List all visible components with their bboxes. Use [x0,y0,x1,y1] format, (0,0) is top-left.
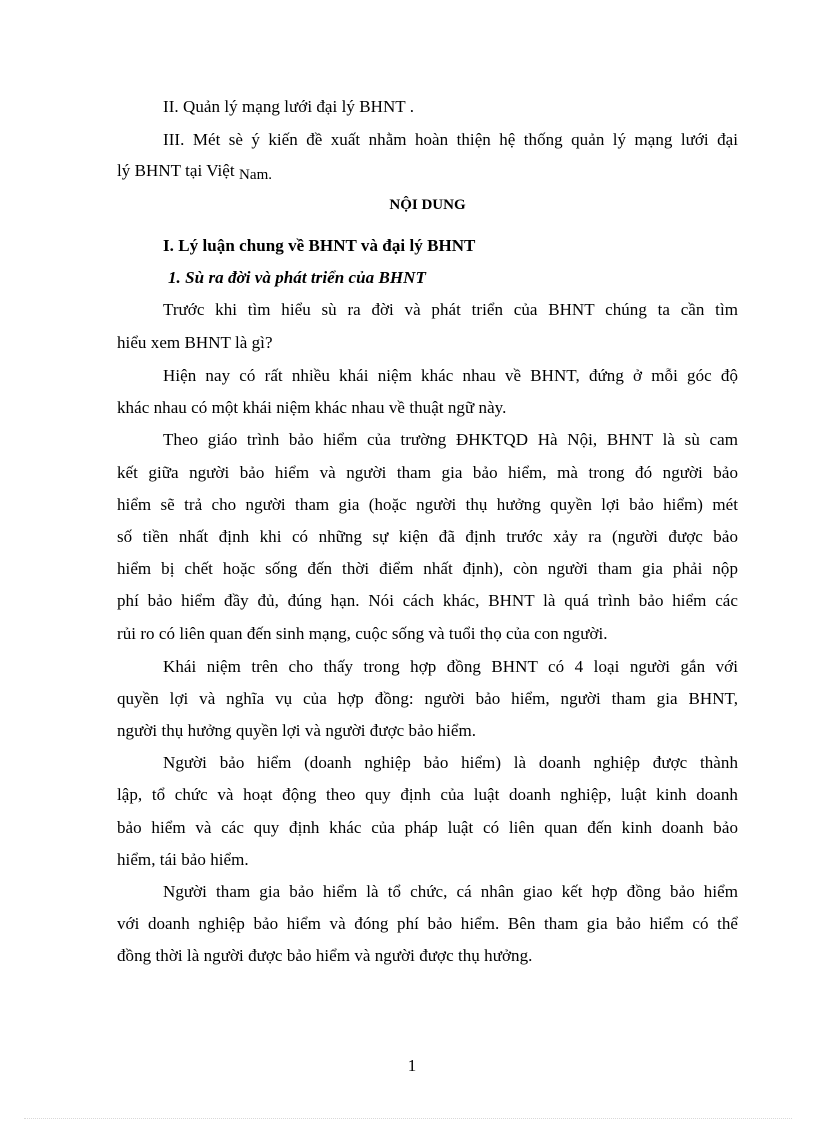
paragraph-5-line-4: hiểm, tái bảo hiểm. [117,850,249,869]
outline-item-iii-line-1: III. Mét sè ý kiến đề xuất nhằm hoàn thiện hệ thống quản lý mạng lưới đại [163,130,738,149]
paragraph-3-line-4: số tiền nhất định khi có những sự kiện đã định trước xảy ra (người được bảo [117,527,738,546]
paragraph-4-line-2: quyền lợi và nghĩa vụ của hợp đồng: người bảo hiểm, người tham gia BHNT, [117,689,738,708]
paragraph-5-line-1: Người bảo hiểm (doanh nghiệp bảo hiểm) là doanh nghiệp được thành [163,753,738,772]
outline-item-iii-tail: Nam. [239,167,273,183]
paragraph-3-line-7: rủi ro có liên quan đến sinh mạng, cuộc sống và tuổi thọ của con người. [117,624,608,643]
paragraph-2-line-2: khác nhau có một khái niệm khác nhau về thuật ngữ này. [117,398,507,417]
paragraph-3-line-3: hiểm sẽ trả cho người tham gia (hoặc người thụ hưởng quyền lợi bảo hiểm) mét [117,495,738,514]
outline-item-iii-text: lý BHNT tại Việt [117,161,235,180]
outline-item-iii-line-2 [117,160,738,183]
paragraph-6-line-1: Người tham gia bảo hiểm là tổ chức, cá nhân giao kết hợp đồng bảo hiểm [163,882,738,901]
subsection-title: 1. Sù ra đời và phát triển của BHNT [168,268,426,287]
paragraph-5-line-3: bảo hiểm và các quy định khác của pháp luật có liên quan đến kinh doanh bảo [117,818,738,837]
paragraph-3-line-6: phí bảo hiểm đầy đủ, đúng hạn. Nói cách khác, BHNT là quá trình bảo hiểm các [117,591,738,610]
paragraph-4-line-1: Khái niệm trên cho thấy trong hợp đồng BHNT có 4 loại người gắn với [163,657,738,676]
paragraph-4-line-3: người thụ hưởng quyền lợi và người được bảo hiểm. [117,721,477,740]
paragraph-6-line-3: đồng thời là người được bảo hiểm và người được thụ hưởng. [117,946,533,965]
paragraph-3-line-5: hiểm bị chết hoặc sống đến thời điểm nhất định), còn người tham gia phải nộp [117,559,738,578]
paragraph-1-line-1: Trước khi tìm hiểu sù ra đời và phát triển của BHNT chúng ta cần tìm [163,300,738,319]
chapter-title: I. Lý luận chung về BHNT và đại lý BHNT [163,236,476,255]
page-bottom-divider [24,1118,792,1119]
paragraph-2-line-1: Hiện nay có rất nhiều khái niệm khác nhau về BHNT, đứng ở mỗi góc độ [163,366,738,385]
paragraph-3-line-1: Theo giáo trình bảo hiểm của trường ĐHKTQD Hà Nội, BHNT là sù cam [163,430,738,449]
paragraph-5-line-2: lập, tổ chức và hoạt động theo quy định của luật doanh nghiệp, luật kinh doanh [117,785,738,804]
page-number: 1 [407,1056,417,1075]
section-title: NỘI DUNG [389,197,466,213]
paragraph-3-line-2: kết giữa người bảo hiểm và người tham gia bảo hiểm, mà trong đó người bảo [117,463,738,482]
paragraph-6-line-2: với doanh nghiệp bảo hiểm và đóng phí bảo hiểm. Bên tham gia bảo hiểm có thể [117,914,738,933]
paragraph-1-line-2: hiểu xem BHNT là gì? [117,333,273,352]
outline-item-ii: II. Quản lý mạng lưới đại lý BHNT . [163,97,414,116]
